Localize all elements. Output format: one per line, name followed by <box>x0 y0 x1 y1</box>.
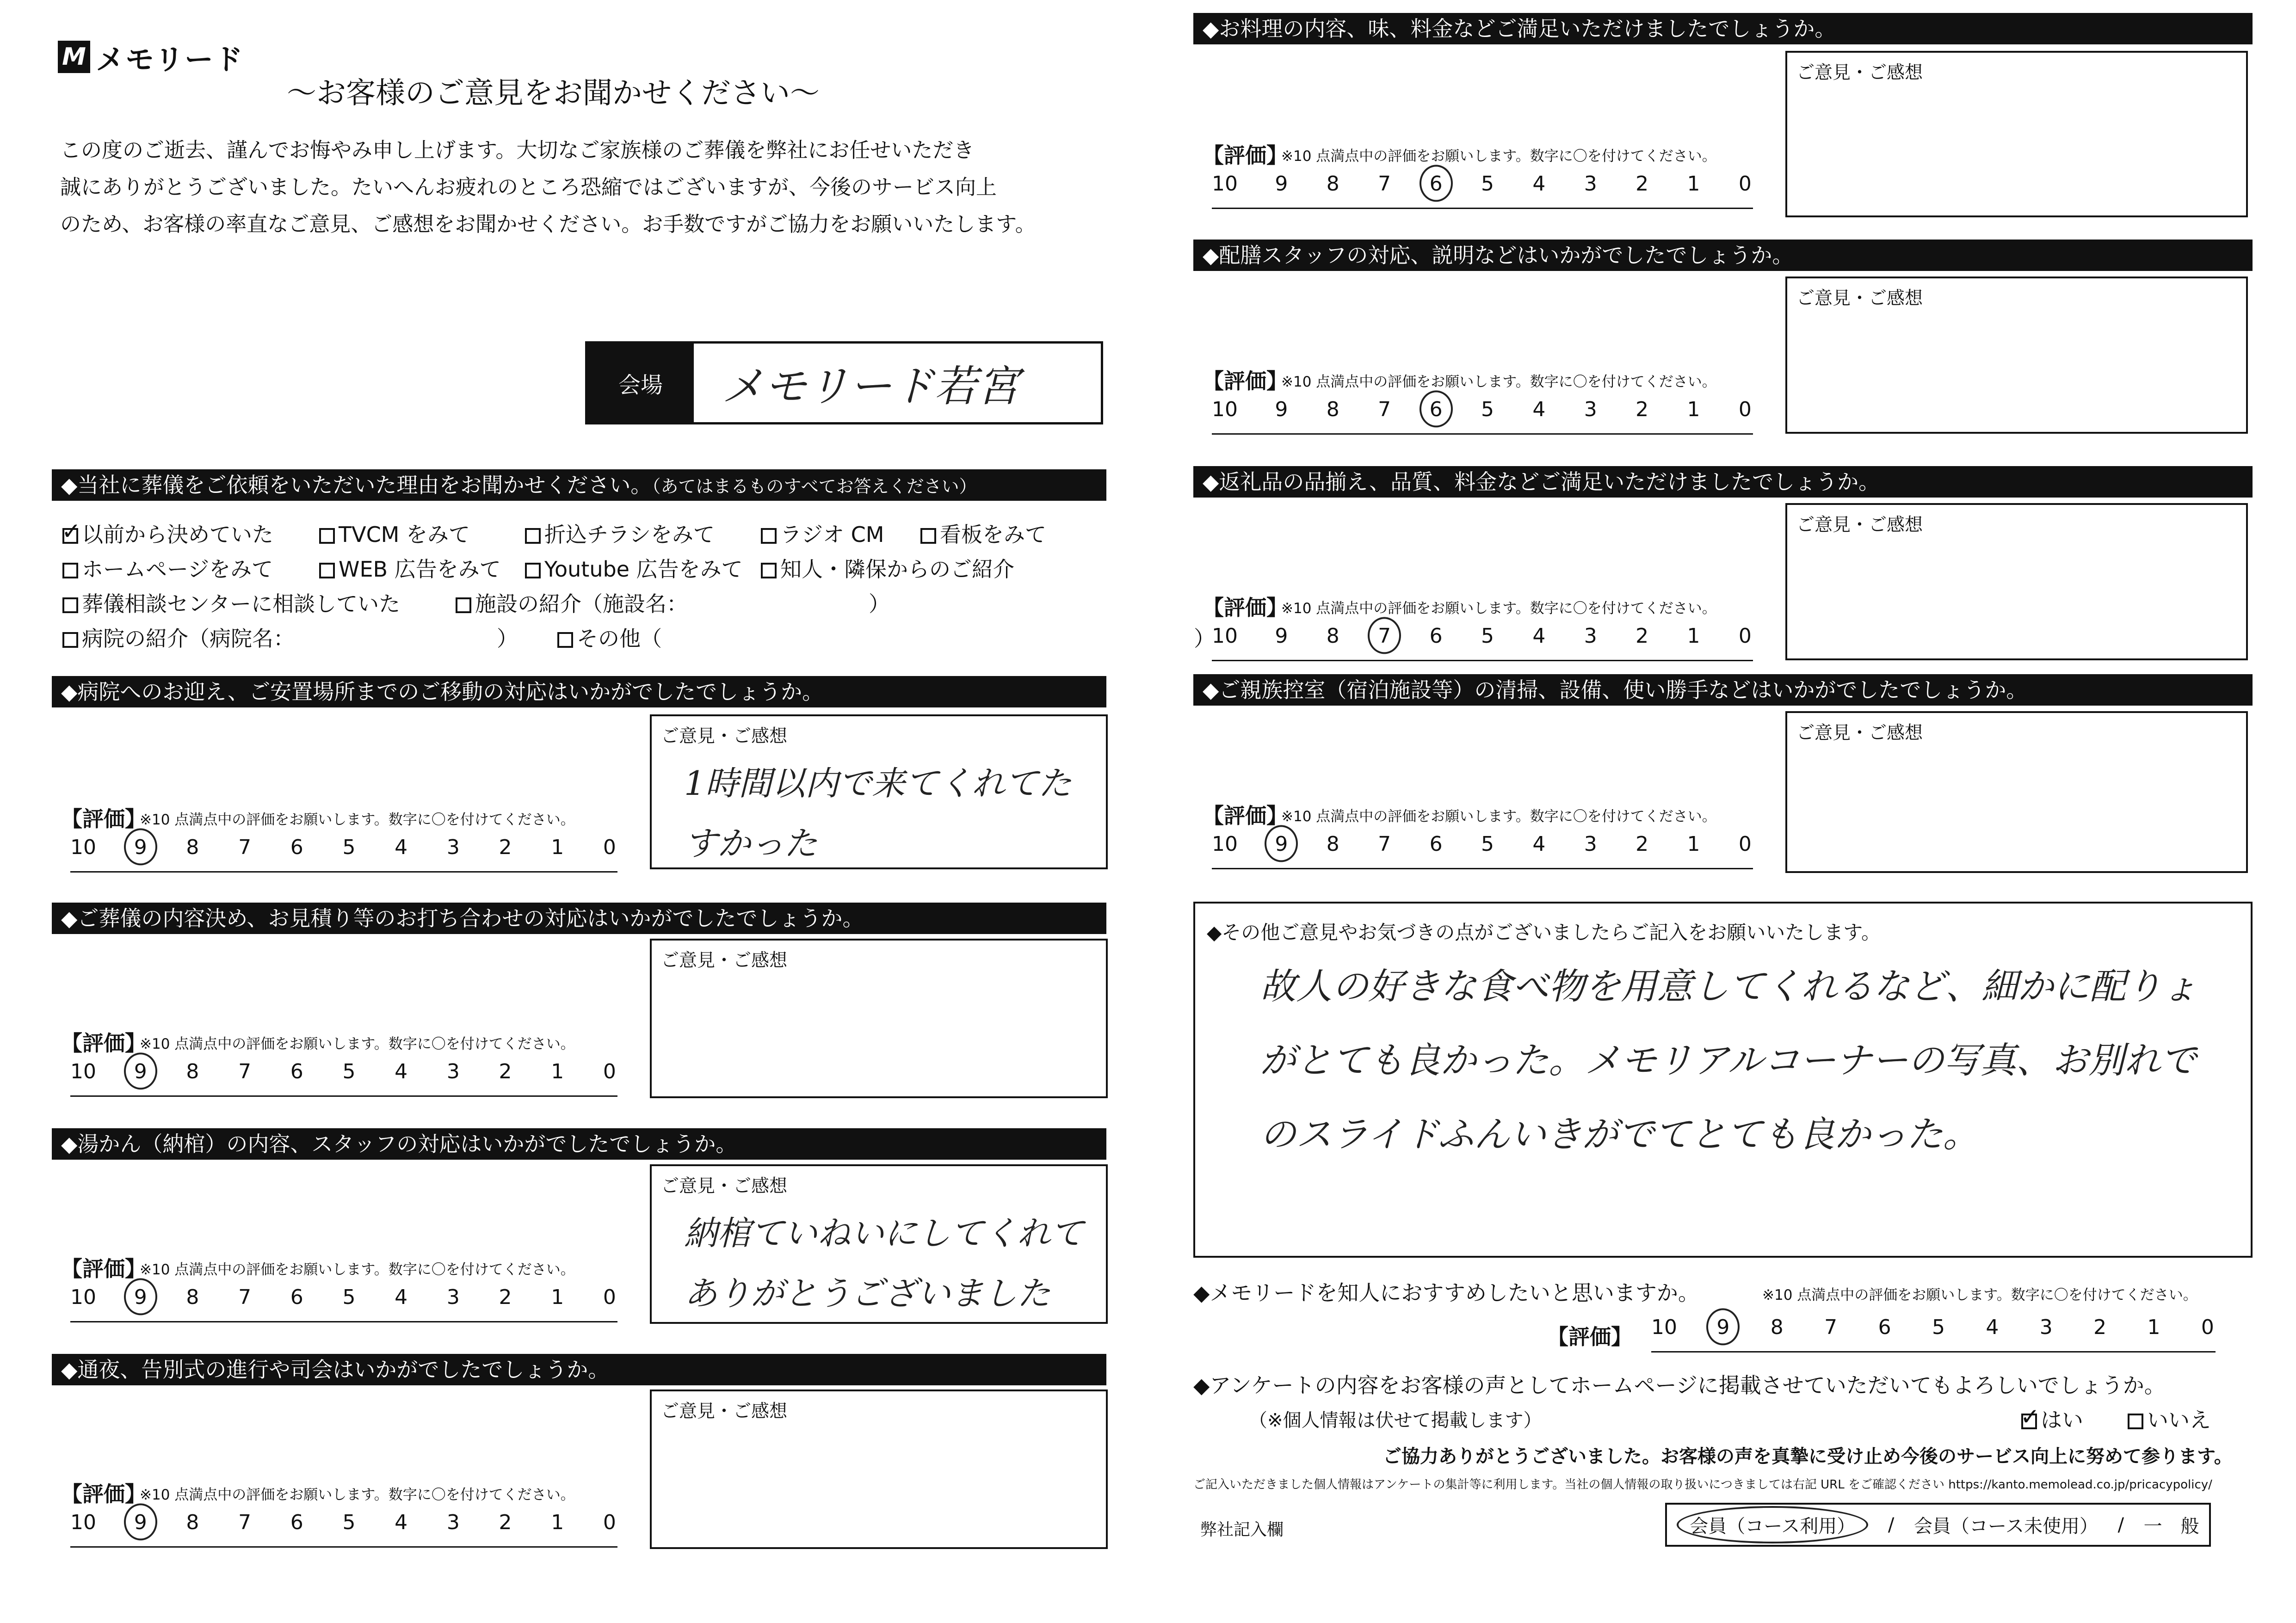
logo-text: メモリード <box>96 42 244 76</box>
checkbox-icon[interactable] <box>62 563 78 578</box>
checkbox-checked-icon[interactable] <box>2021 1414 2037 1429</box>
rating-option[interactable]: 2 <box>1636 624 1649 648</box>
rating-note: ※10 点満点中の評価をお願いします。数字に〇を付けてください。 <box>140 812 575 828</box>
rating-option[interactable]: 8 <box>1326 172 1339 196</box>
rating-option[interactable]: 9 <box>133 836 148 859</box>
rating-option[interactable]: 5 <box>342 836 356 859</box>
reason-label: 病院の紹介（病院名： ） <box>82 626 518 651</box>
reason-option[interactable] <box>319 518 470 548</box>
rating-option[interactable]: 7 <box>238 1285 252 1309</box>
rating-note: ※10 点満点中の評価をお願いします。数字に〇を付けてください。 <box>1281 374 1716 390</box>
checkbox-checked-icon[interactable] <box>62 528 78 544</box>
rating-option[interactable]: 0 <box>603 1285 616 1309</box>
rating-option[interactable]: 5 <box>1932 1316 1945 1339</box>
other-comments-box[interactable] <box>1193 902 2253 1258</box>
rating-scale[interactable] <box>70 1511 617 1548</box>
rating-scale[interactable] <box>70 836 617 873</box>
rating-option[interactable]: 8 <box>1326 624 1339 648</box>
rating-label: 【評価】 <box>1203 595 1288 620</box>
reason-option[interactable] <box>62 553 273 583</box>
rating-option[interactable]: 2 <box>499 1511 512 1534</box>
checkbox-icon[interactable] <box>557 632 573 648</box>
rating-option[interactable]: 4 <box>1532 172 1546 196</box>
publish-note: （※個人情報は伏せて掲載します） <box>1249 1410 1542 1431</box>
rating-option[interactable]: 4 <box>395 1285 408 1309</box>
rating-option[interactable]: 10 <box>70 836 96 859</box>
rating-option[interactable]: 9 <box>133 1285 148 1309</box>
rating-option[interactable]: 3 <box>1584 832 1597 856</box>
rating-option[interactable]: 2 <box>499 836 512 859</box>
reason-label: 以前から決めていた <box>82 522 273 547</box>
venue-label: 会場 <box>587 344 694 422</box>
reason-option[interactable] <box>761 518 884 548</box>
rating-note: ※10 点満点中の評価をお願いします。数字に〇を付けてください。 <box>140 1261 575 1278</box>
recommend-rating-scale[interactable] <box>1651 1316 2216 1352</box>
reason-option[interactable] <box>62 587 400 618</box>
comment-box-title: ご意見・ご感想 <box>1796 288 1923 309</box>
checkbox-icon[interactable] <box>456 597 471 613</box>
rating-option[interactable]: 8 <box>1326 398 1339 421</box>
rating-option[interactable]: 6 <box>290 1285 303 1309</box>
rating-option[interactable]: 1 <box>1687 398 1700 421</box>
rating-option[interactable]: 7 <box>238 1060 252 1083</box>
checkbox-icon[interactable] <box>2128 1414 2143 1429</box>
recommend-note: ※10 点満点中の評価をお願いします。数字に〇を付けてください。 <box>1762 1287 2197 1303</box>
rating-option[interactable]: 3 <box>1584 624 1597 648</box>
comment-box[interactable] <box>1785 711 2248 873</box>
checkbox-icon[interactable] <box>761 563 777 578</box>
reason-option[interactable] <box>525 553 743 583</box>
rating-option[interactable]: 10 <box>1651 1316 1677 1339</box>
rating-option[interactable]: 1 <box>551 1285 564 1309</box>
comment-box-title: ご意見・ご感想 <box>1796 723 1923 744</box>
checkbox-icon[interactable] <box>525 528 541 544</box>
rating-option[interactable]: 5 <box>1481 832 1494 856</box>
rating-scale[interactable] <box>1212 832 1753 869</box>
rating-option[interactable]: 3 <box>1584 398 1597 421</box>
rating-note: ※10 点満点中の評価をお願いします。数字に〇を付けてください。 <box>1281 600 1716 617</box>
rating-note: ※10 点満点中の評価をお願いします。数字に〇を付けてください。 <box>140 1487 575 1503</box>
reason-option[interactable] <box>920 518 1046 548</box>
reasons-heading-note: （あてはまるものすべてお答えください） <box>652 476 977 497</box>
reason-option[interactable] <box>62 518 273 548</box>
member-separator: / <box>2117 1514 2124 1536</box>
reason-option[interactable] <box>62 622 518 652</box>
rating-option[interactable]: 9 <box>1715 1316 1731 1339</box>
rating-option[interactable]: 3 <box>446 1285 460 1309</box>
reason-label: 施設の紹介（施設名： ） <box>475 591 890 616</box>
rating-option[interactable]: 7 <box>1378 832 1391 856</box>
rating-option[interactable]: 6 <box>1429 832 1443 856</box>
comment-box[interactable] <box>1785 503 2248 660</box>
rating-option[interactable]: 0 <box>1738 172 1752 196</box>
rating-option[interactable]: 9 <box>133 1511 148 1534</box>
rating-option[interactable]: 2 <box>1636 398 1649 421</box>
rating-option[interactable]: 6 <box>1429 624 1443 648</box>
intro-line: この度のご逝去、謹んでお悔やみ申し上げます。大切なご家族様のご葬儀を弊社にお任せいただき <box>60 138 975 162</box>
reason-label: 知人・隣保からのご紹介 <box>780 557 1014 582</box>
reason-label: ラジオ CM <box>780 522 884 547</box>
comment-box-title: ご意見・ご感想 <box>661 950 788 971</box>
rating-option[interactable]: 8 <box>186 836 199 859</box>
member-option-course-used[interactable]: 会員（コース利用） <box>1677 1506 1868 1543</box>
rating-option[interactable]: 0 <box>603 1511 616 1534</box>
reason-option[interactable] <box>319 553 501 583</box>
reason-option[interactable] <box>557 622 1215 652</box>
rating-option[interactable]: 8 <box>186 1060 199 1083</box>
rating-option[interactable]: 6 <box>290 836 303 859</box>
publish-heading: ◆アンケートの内容をお客様の声としてホームページに掲載させていただいてもよろしいでしょうか。 <box>1193 1373 2166 1398</box>
publish-yes-option[interactable] <box>2021 1403 2083 1434</box>
checkbox-icon[interactable] <box>761 528 777 544</box>
rating-option[interactable]: 1 <box>551 836 564 859</box>
question-heading: ◆返礼品の品揃え、品質、料金などご満足いただけましたでしょうか。 <box>1193 466 2253 498</box>
recommend-heading: ◆メモリードを知人におすすめしたいと思いますか。 <box>1193 1280 1699 1305</box>
rating-option[interactable]: 10 <box>1212 832 1238 856</box>
rating-option[interactable]: 3 <box>446 1060 460 1083</box>
reasons-heading <box>52 469 1106 501</box>
member-type-box[interactable] <box>1665 1503 2211 1547</box>
rating-option[interactable]: 5 <box>1481 398 1494 421</box>
rating-scale[interactable] <box>1212 624 1753 661</box>
comment-box[interactable] <box>1785 277 2248 434</box>
rating-option[interactable]: 0 <box>1738 624 1752 648</box>
rating-option[interactable]: 0 <box>1738 398 1752 421</box>
rating-option[interactable]: 5 <box>342 1060 356 1083</box>
checkbox-icon[interactable] <box>62 632 78 648</box>
rating-option[interactable]: 10 <box>1212 398 1238 421</box>
comment-text[interactable]: 納棺ていねいにしてくれてありがとうございました <box>684 1214 1084 1313</box>
rating-option[interactable]: 2 <box>2093 1316 2107 1339</box>
rating-option[interactable]: 0 <box>1738 832 1752 856</box>
rating-option[interactable]: 0 <box>603 836 616 859</box>
reason-option[interactable] <box>761 553 1014 583</box>
intro-text <box>60 132 1138 243</box>
rating-label: 【評価】 <box>61 1256 146 1281</box>
rating-option[interactable]: 5 <box>1481 172 1494 196</box>
rating-option[interactable]: 6 <box>1878 1316 1891 1339</box>
comment-box-title: ご意見・ご感想 <box>1796 62 1923 83</box>
rating-option[interactable]: 4 <box>1986 1316 1999 1339</box>
rating-option[interactable]: 10 <box>1212 172 1238 196</box>
reason-label: TVCM をみて <box>339 522 470 547</box>
checkbox-icon[interactable] <box>319 528 335 544</box>
rating-label: 【評価】 <box>61 1482 146 1506</box>
reason-label: ホームページをみて <box>82 557 273 582</box>
question-heading: ◆病院へのお迎え、ご安置場所までのご移動の対応はいかがでしたでしょうか。 <box>52 676 1106 707</box>
reason-label: 葬儀相談センターに相談していた <box>82 591 401 616</box>
rating-option[interactable]: 7 <box>1378 172 1391 196</box>
comment-box[interactable] <box>650 1389 1108 1549</box>
rating-option[interactable]: 10 <box>70 1285 96 1309</box>
rating-option[interactable]: 6 <box>1428 172 1444 196</box>
rating-option[interactable]: 9 <box>1275 624 1288 648</box>
rating-scale[interactable] <box>1212 172 1753 209</box>
company-logo <box>58 36 244 78</box>
rating-option[interactable]: 4 <box>1532 398 1546 421</box>
footer-thanks: ご協力ありがとうございました。お客様の声を真摯に受け止め今後のサービス向上に努めて参ります。 <box>1383 1446 2233 1467</box>
rating-note: ※10 点満点中の評価をお願いします。数字に〇を付けてください。 <box>140 1036 575 1052</box>
rating-option[interactable]: 5 <box>342 1511 356 1534</box>
checkbox-icon[interactable] <box>319 563 335 578</box>
comment-box-title: ご意見・ご感想 <box>661 1401 788 1422</box>
comment-box-title: ご意見・ご感想 <box>1796 515 1923 535</box>
rating-option[interactable]: 10 <box>70 1511 96 1534</box>
rating-note: ※10 点満点中の評価をお願いします。数字に〇を付けてください。 <box>1281 148 1716 165</box>
rating-option[interactable]: 4 <box>395 836 408 859</box>
other-comments-text[interactable]: 故人の好きな食べ物を用意してくれるなど、細かに配りょがとても良かった。メモリアルコーナーの写真、お別れでのスライドふんいきがでてとても良かった。 <box>1260 966 2198 1156</box>
checkbox-icon[interactable] <box>525 563 541 578</box>
rating-option[interactable]: 7 <box>1824 1316 1838 1339</box>
rating-option[interactable]: 7 <box>238 836 252 859</box>
recommend-rating-label: 【評価】 <box>1547 1324 1632 1349</box>
rating-option[interactable]: 5 <box>342 1285 356 1309</box>
question-heading: ◆ご葬儀の内容決め、お見積り等のお打ち合わせの対応はいかがでしたでしょうか。 <box>52 903 1106 934</box>
publish-no-option[interactable] <box>2128 1403 2211 1434</box>
comment-box[interactable] <box>1785 51 2248 217</box>
rating-option[interactable]: 1 <box>1687 172 1700 196</box>
reason-label: 折込チラシをみて <box>544 522 715 547</box>
question-heading: ◆湯かん（納棺）の内容、スタッフの対応はいかがでしたでしょうか。 <box>52 1128 1106 1160</box>
intro-line: のため、お客様の率直なご意見、ご感想をお聞かせください。お手数ですがご協力をお願いいたします。 <box>60 212 1036 236</box>
question-heading: ◆配膳スタッフの対応、説明などはいかがでしたでしょうか。 <box>1193 240 2253 271</box>
rating-option[interactable]: 2 <box>499 1285 512 1309</box>
rating-option[interactable]: 9 <box>1273 832 1289 856</box>
rating-scale[interactable] <box>1212 398 1753 435</box>
rating-option[interactable]: 4 <box>395 1060 408 1083</box>
rating-scale[interactable] <box>70 1285 617 1322</box>
logo-mark-icon: M <box>58 41 90 73</box>
rating-option[interactable]: 6 <box>290 1060 303 1083</box>
rating-option[interactable]: 8 <box>1770 1316 1784 1339</box>
venue-value[interactable]: メモリード若宮 <box>722 362 1020 411</box>
rating-option[interactable]: 9 <box>1275 172 1288 196</box>
question-heading: ◆ご親族控室（宿泊施設等）の清掃、設備、使い勝手などはいかがでしたでしょうか。 <box>1193 674 2253 706</box>
rating-option[interactable]: 3 <box>1584 172 1597 196</box>
rating-option[interactable]: 7 <box>1378 398 1391 421</box>
reasons-heading-text: ◆当社に葬儀をご依頼をいただいた理由をお聞かせください。 <box>61 473 652 498</box>
member-separator: / <box>1888 1514 1895 1536</box>
rating-option[interactable]: 4 <box>1532 832 1546 856</box>
comment-box[interactable] <box>650 939 1108 1098</box>
other-comments-title: ◆その他ご意見やお気づきの点がございましたらご記入をお願いいたします。 <box>1207 921 1881 944</box>
footer-privacy: ご記入いただきました個人情報はアンケートの集計等に利用します。当社の個人情報の取り扱いにつきましては右記 URL をご確認ください https://kanto.memolead.co.jp/pricacypolicy/ <box>1193 1478 2212 1492</box>
rating-option[interactable]: 0 <box>2201 1316 2214 1339</box>
rating-label: 【評価】 <box>1203 369 1288 393</box>
member-option-course-unused[interactable]: 会員（コース未使用） <box>1913 1516 2098 1537</box>
rating-option[interactable]: 3 <box>446 1511 460 1534</box>
rating-option[interactable]: 9 <box>1275 398 1288 421</box>
page-title: ～お客様のご意見をお聞かせください～ <box>287 76 820 111</box>
rating-label: 【評価】 <box>1203 803 1288 828</box>
publish-no-label: いいえ <box>2147 1408 2211 1432</box>
rating-option[interactable]: 5 <box>1481 624 1494 648</box>
rating-option[interactable]: 8 <box>186 1285 199 1309</box>
rating-option[interactable]: 4 <box>1532 624 1546 648</box>
rating-note: ※10 点満点中の評価をお願いします。数字に〇を付けてください。 <box>1281 808 1716 825</box>
rating-option[interactable]: 1 <box>551 1511 564 1534</box>
rating-option[interactable]: 10 <box>1212 624 1238 648</box>
rating-option[interactable]: 2 <box>1636 172 1649 196</box>
member-option-general[interactable]: 一 般 <box>2143 1516 2199 1537</box>
rating-option[interactable]: 9 <box>133 1060 148 1083</box>
office-use-label: 弊社記入欄 <box>1200 1520 1284 1539</box>
reason-label: 看板をみて <box>940 522 1046 547</box>
comment-text[interactable]: 1時間以内で来てくれてたすかった <box>684 764 1072 863</box>
rating-option[interactable]: 0 <box>603 1060 616 1083</box>
rating-label: 【評価】 <box>1203 143 1288 168</box>
publish-yes-label: はい <box>2041 1408 2083 1432</box>
reason-option[interactable] <box>525 518 715 548</box>
rating-option[interactable]: 1 <box>551 1060 564 1083</box>
rating-option[interactable]: 3 <box>446 836 460 859</box>
rating-option[interactable]: 7 <box>238 1511 252 1534</box>
comment-box[interactable] <box>650 714 1108 869</box>
rating-option[interactable]: 1 <box>1687 624 1700 648</box>
comment-box-title: ご意見・ご感想 <box>661 726 788 747</box>
intro-line: 誠にありがとうございました。たいへんお疲れのところ恐縮ではございますが、今後のサービス向上 <box>60 175 997 199</box>
rating-label: 【評価】 <box>61 1031 146 1056</box>
rating-option[interactable]: 1 <box>2147 1316 2160 1339</box>
reason-label: WEB 広告をみて <box>339 557 501 582</box>
rating-option[interactable]: 6 <box>1428 398 1444 421</box>
rating-option[interactable]: 6 <box>290 1511 303 1534</box>
venue-field[interactable] <box>585 341 1103 424</box>
question-heading: ◆通夜、告別式の進行や司会はいかがでしたでしょうか。 <box>52 1354 1106 1385</box>
comment-box[interactable] <box>650 1164 1108 1324</box>
checkbox-icon[interactable] <box>920 528 936 544</box>
rating-option[interactable]: 3 <box>2039 1316 2053 1339</box>
rating-option[interactable]: 8 <box>1326 832 1339 856</box>
reason-option[interactable] <box>456 587 890 618</box>
rating-label: 【評価】 <box>61 806 146 831</box>
reason-label: Youtube 広告をみて <box>544 557 743 582</box>
rating-option[interactable]: 2 <box>1636 832 1649 856</box>
rating-option[interactable]: 1 <box>1687 832 1700 856</box>
comment-box-title: ご意見・ご感想 <box>661 1176 788 1197</box>
rating-option[interactable]: 7 <box>1376 624 1392 648</box>
rating-option[interactable]: 8 <box>186 1511 199 1534</box>
question-heading: ◆お料理の内容、味、料金などご満足いただけましたでしょうか。 <box>1193 13 2253 44</box>
rating-scale[interactable] <box>70 1060 617 1097</box>
rating-option[interactable]: 4 <box>395 1511 408 1534</box>
rating-option[interactable]: 10 <box>70 1060 96 1083</box>
reason-label: その他（ ） <box>577 626 1215 651</box>
checkbox-icon[interactable] <box>62 597 78 613</box>
rating-option[interactable]: 2 <box>499 1060 512 1083</box>
